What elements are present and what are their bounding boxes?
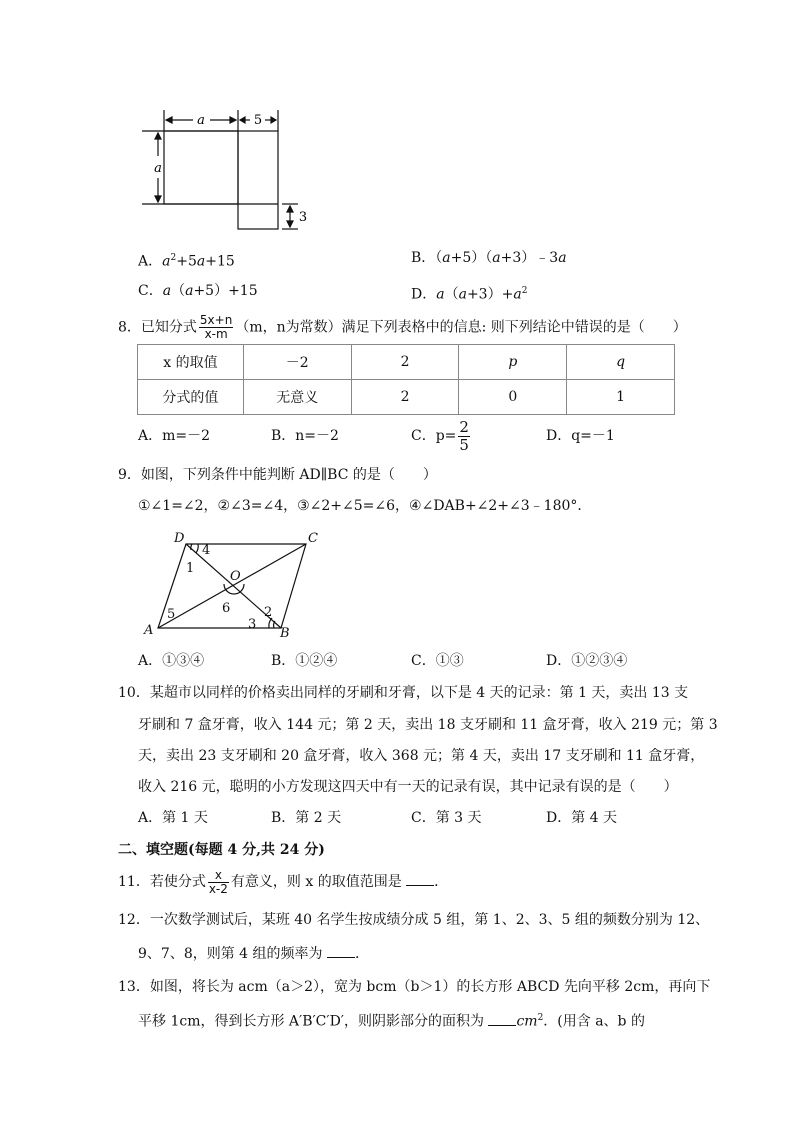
table-cell: －2 <box>243 345 351 380</box>
q7-option-b[interactable]: B．（a+5）（a+3）﹣3a <box>411 250 567 266</box>
answer-blank[interactable] <box>327 943 355 958</box>
table-cell: 1 <box>567 380 675 415</box>
table-cell: 0 <box>459 380 567 415</box>
fig1-label-a-left: a <box>154 161 162 176</box>
q10-line-2: 牙刷和 7 盒牙膏，收入 144 元；第 2 天，卖出 18 支牙刷和 11 盒牙膏，收入 219 元；第 3 <box>138 717 718 733</box>
q10-option-c[interactable]: C．第 3 天 <box>411 810 482 826</box>
fig2-angle-5: 5 <box>167 607 176 622</box>
q11-fraction: $\frac{x}{x-2}$ <box>208 867 228 896</box>
q10-line-3: 天，卖出 23 支牙刷和 20 盒牙膏，收入 368 元；第 4 天，卖出 17 支牙刷和 11 盒牙膏， <box>138 748 705 764</box>
fig2-angle-4: 4 <box>202 543 211 558</box>
q8-table <box>137 344 675 415</box>
section-title: 二、填空题(每题 4 分,共 24 分) <box>118 842 325 858</box>
q8-option-c[interactable]: C．p= $\frac{2}{5}$ <box>411 417 469 454</box>
table-row <box>138 380 675 415</box>
q8-option-c-fraction: $\frac{2}{5}$ <box>459 417 469 454</box>
table-cell: 2 <box>351 345 459 380</box>
q10-option-b[interactable]: B．第 2 天 <box>271 810 342 826</box>
answer-blank[interactable] <box>488 1011 516 1026</box>
q12-line-1: 12．一次数学测试后，某班 40 名学生按成绩分成 5 组，第 1、2、3、5 组的频数分别为 12、 <box>118 912 710 928</box>
fig2-label-D: D <box>174 531 185 546</box>
fig2-angle-3: 3 <box>248 617 257 632</box>
fig2-label-A: A <box>144 623 154 638</box>
fig2-label-B: B <box>280 626 290 641</box>
q12-line-2: 9、7、8，则第 4 组的频率为 ． <box>138 943 369 964</box>
q10-option-a[interactable]: A．第 1 天 <box>138 810 208 826</box>
q8-option-b[interactable]: B．n=－2 <box>271 428 339 444</box>
q8-fraction: $\frac{5x+n}{x-m}$ <box>199 313 233 341</box>
answer-blank[interactable] <box>406 871 434 886</box>
q9-option-d[interactable]: D．①②③④ <box>546 653 628 669</box>
q11-stem: 11．若使分式 $\frac{x}{x-2}$ 有意义，则 x 的取值范围是 ． <box>118 867 449 896</box>
fig1-label-3: 3 <box>298 210 308 225</box>
q7-option-a[interactable]: A．$a^2+5a+15$ <box>138 253 235 270</box>
q10-option-d[interactable]: D．第 4 天 <box>546 810 618 826</box>
fig2-angle-6: 6 <box>222 601 231 616</box>
fig1-label-5: 5 <box>253 113 263 128</box>
table-cell: x 的取值 <box>138 345 244 380</box>
q8-option-a[interactable]: A．m=－2 <box>138 428 211 444</box>
q9-figure <box>136 522 336 642</box>
q9-option-c[interactable]: C．①③ <box>411 653 464 669</box>
table-cell: 分式的值 <box>138 380 244 415</box>
fig1-label-a-top: a <box>197 113 205 128</box>
q9-stem: 9．如图，下列条件中能判断 AD∥BC 的是（ ） <box>118 467 437 483</box>
q7-figure <box>138 106 318 236</box>
fig2-angle-1: 1 <box>186 561 195 576</box>
q13-line-2: 平移 1cm，得到长方形 A′B′C′D′，则阴影部分的面积为 $cm^2$．(用含 a、b 的 <box>138 1008 645 1032</box>
table-cell: 2 <box>351 380 459 415</box>
q9-option-b[interactable]: B．①②④ <box>271 653 338 669</box>
table-cell: 无意义 <box>243 380 351 415</box>
q7-option-d[interactable]: D．$a(a+3)+a^2$ <box>411 286 528 303</box>
fig2-label-C: C <box>308 531 318 546</box>
table-row <box>138 345 675 380</box>
q7-option-c[interactable]: C．a（a+5）+15 <box>138 283 258 299</box>
q8-stem: 8．已知分式 $\frac{5x+n}{x-m}$ （m，n为常数）满足下列表格中的信息: 则下列结论中错误的是（ ） <box>118 313 687 341</box>
q9-conditions: ①∠1=∠2，②∠3=∠4，③∠2+∠5=∠6，④∠DAB+∠2+∠3﹣180°． <box>138 498 592 514</box>
table-cell: q <box>567 345 675 380</box>
q13-line-1: 13．如图，将长为 acm（a＞2），宽为 bcm（b＞1）的长方形 ABCD 先向平移 2cm，再向下 <box>118 979 711 995</box>
q10-line-1: 10．某超市以同样的价格卖出同样的牙刷和牙膏，以下是 4 天的记录：第 1 天，卖出 13 支 <box>118 685 689 701</box>
table-cell: p <box>459 345 567 380</box>
q8-option-d[interactable]: D．q=－1 <box>546 428 615 444</box>
q10-line-4: 收入 216 元，聪明的小方发现这四天中有一天的记录有误，其中记录有误的是（ ） <box>138 779 678 795</box>
q9-option-a[interactable]: A．①③④ <box>138 653 205 669</box>
fig2-angle-2: 2 <box>264 605 273 620</box>
fig2-label-O: O <box>230 569 241 584</box>
